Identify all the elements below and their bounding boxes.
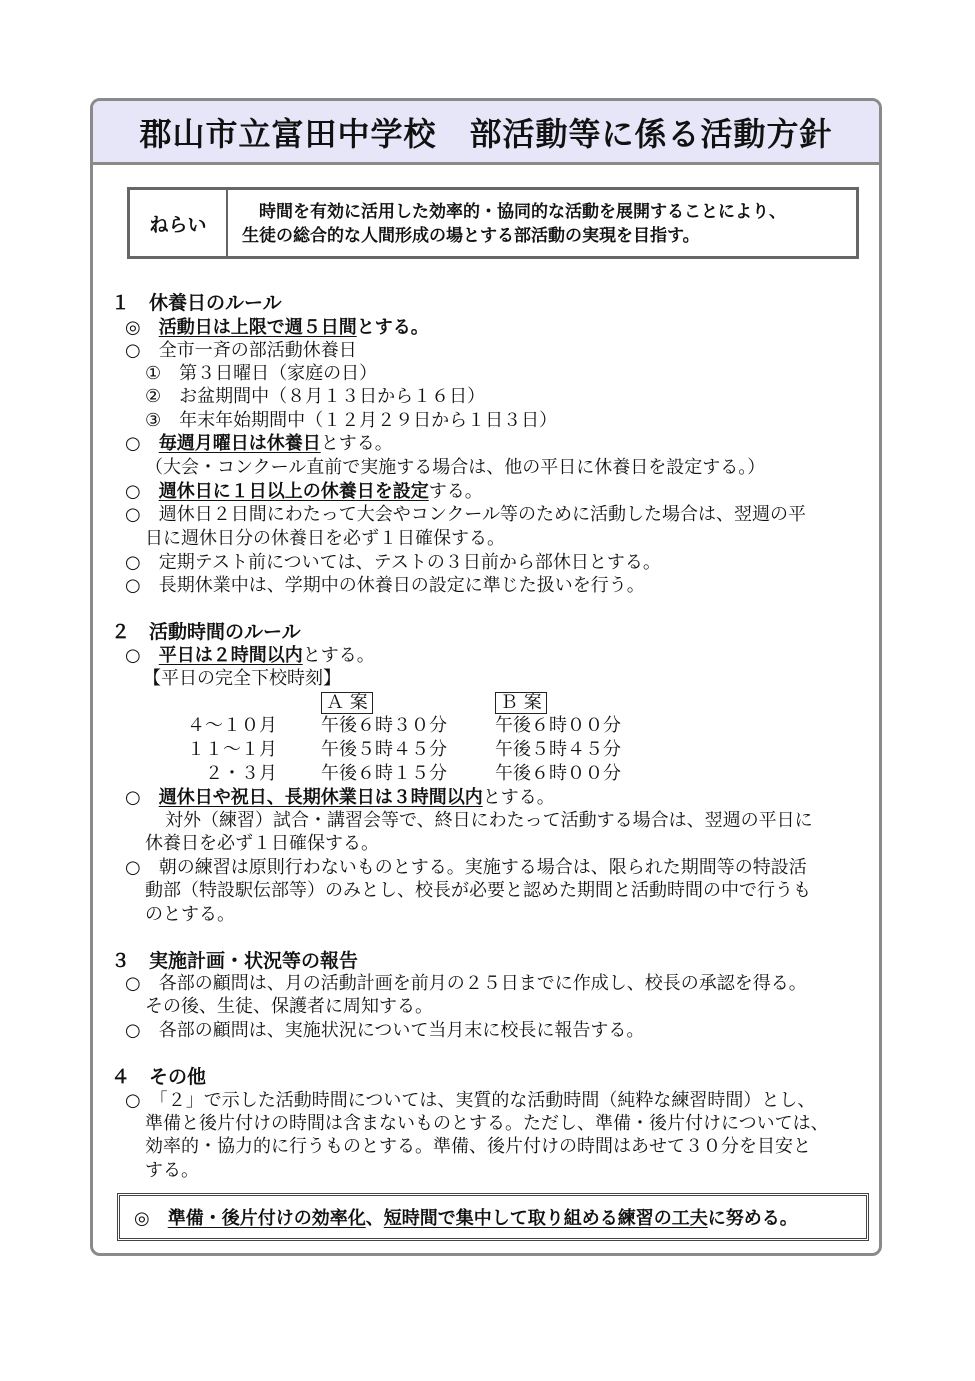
policy-line: （大会・コンクール直前で実施する場合は、他の平日に休養日を設定する。） (145, 457, 766, 478)
schedule-time-b: 午後６時００分 (495, 715, 621, 736)
policy-line: 効率的・協力的に行うものとする。準備、後片付けの時間はあせて３０分を目安と (145, 1136, 811, 1157)
policy-line: のとする。 (145, 904, 235, 925)
title-bar (93, 101, 879, 165)
schedule-time-a: 午後６時３０分 (321, 715, 447, 736)
plan-a-header: Ａ 案 (321, 691, 373, 715)
aim-label: ねらい (130, 190, 228, 256)
policy-line: 【平日の完全下校時刻】 (143, 668, 341, 689)
section-heading: １ 休養日のルール (111, 292, 282, 314)
policy-line: ② お盆期間中（８月１３日から１６日） (145, 386, 486, 407)
section-heading: ３ 実施計画・状況等の報告 (111, 950, 359, 972)
policy-line: ○ 各部の顧問は、実施状況について当月末に校長に報告する。 (125, 1020, 645, 1041)
policy-line: ○ 週休日２日間にわたって大会やコンクール等のために活動した場合は、翌週の平 (125, 504, 806, 525)
aim-line: 生徒の総合的な人間形成の場とする部活動の実現を目指す。 (242, 226, 700, 246)
policy-line: ○ 定期テスト前については、テストの３日前から部休日とする。 (125, 552, 661, 573)
policy-line: ○ 朝の練習は原則行わないものとする。実施する場合は、限られた期間等の特設活 (125, 857, 807, 878)
policy-line: ○ 各部の顧問は、月の活動計画を前月の２５日までに作成し、校長の承認を得る。 (125, 973, 807, 994)
policy-line: 対外（練習）試合・講習会等で、終日にわたって活動する場合は、翌週の平日に (165, 810, 813, 831)
plan-b-header: Ｂ 案 (495, 691, 547, 715)
schedule-time-b: 午後６時００分 (495, 763, 621, 784)
aim-line: 時間を有効に活用した効率的・協同的な活動を展開することにより、 (242, 202, 786, 222)
schedule-period: １１～１月 (187, 739, 277, 760)
policy-frame (90, 98, 882, 1256)
policy-line: ○ 長期休業中は、学期中の休養日の設定に準じた扱いを行う。 (125, 575, 645, 596)
policy-line: ○ 全市一斉の部活動休養日 (125, 340, 357, 361)
policy-line: ① 第３日曜日（家庭の日） (145, 363, 378, 384)
schedule-time-a: 午後５時４５分 (321, 739, 447, 760)
policy-line: 休養日を必ず１日確保する。 (145, 833, 379, 854)
policy-line: ○ 週休日に１日以上の休養日を設定する。 (125, 481, 483, 502)
aim-box (127, 187, 859, 259)
policy-line: 動部（特設駅伝部等）のみとし、校長が必要と認めた期間と活動時間の中で行うも (145, 880, 811, 901)
section-heading: ４ その他 (111, 1066, 207, 1088)
policy-line: その後、生徒、保護者に周知する。 (145, 996, 433, 1017)
schedule-period: ２・３月 (205, 763, 277, 784)
policy-line: ○ 毎週月曜日は休養日とする。 (125, 433, 393, 454)
policy-line: ○ 週休日や祝日、長期休業日は３時間以内とする。 (125, 787, 555, 808)
schedule-time-b: 午後５時４５分 (495, 739, 621, 760)
policy-line: 準備と後片付けの時間は含まないものとする。ただし、準備・後片付けについては、 (145, 1113, 829, 1134)
aim-text (228, 190, 856, 256)
policy-line: ③ 年末年始期間中（１２月２９日から１日３日） (145, 410, 558, 431)
schedule-period: ４～１０月 (187, 715, 277, 736)
page-title: 郡山市立富田中学校 部活動等に係る活動方針 (139, 114, 833, 153)
schedule-time-a: 午後６時１５分 (321, 763, 447, 784)
policy-line: ○ 「２」で示した活動時間については、実質的な活動時間（純粋な練習時間）とし、 (125, 1090, 816, 1111)
policy-line: する。 (145, 1160, 199, 1181)
policy-line: ○ 平日は２時間以内とする。 (125, 645, 375, 666)
section-heading: ２ 活動時間のルール (111, 621, 301, 643)
emphasis-box: ◎ 準備・後片付けの効率化 、 短時間で集中して取り組める練習の工夫 に努める。 (117, 1193, 869, 1241)
policy-line: ◎ 活動日は上限で週５日間とする。 (125, 317, 429, 338)
policy-line: 日に週休日分の休養日を必ず１日確保する。 (145, 528, 505, 549)
